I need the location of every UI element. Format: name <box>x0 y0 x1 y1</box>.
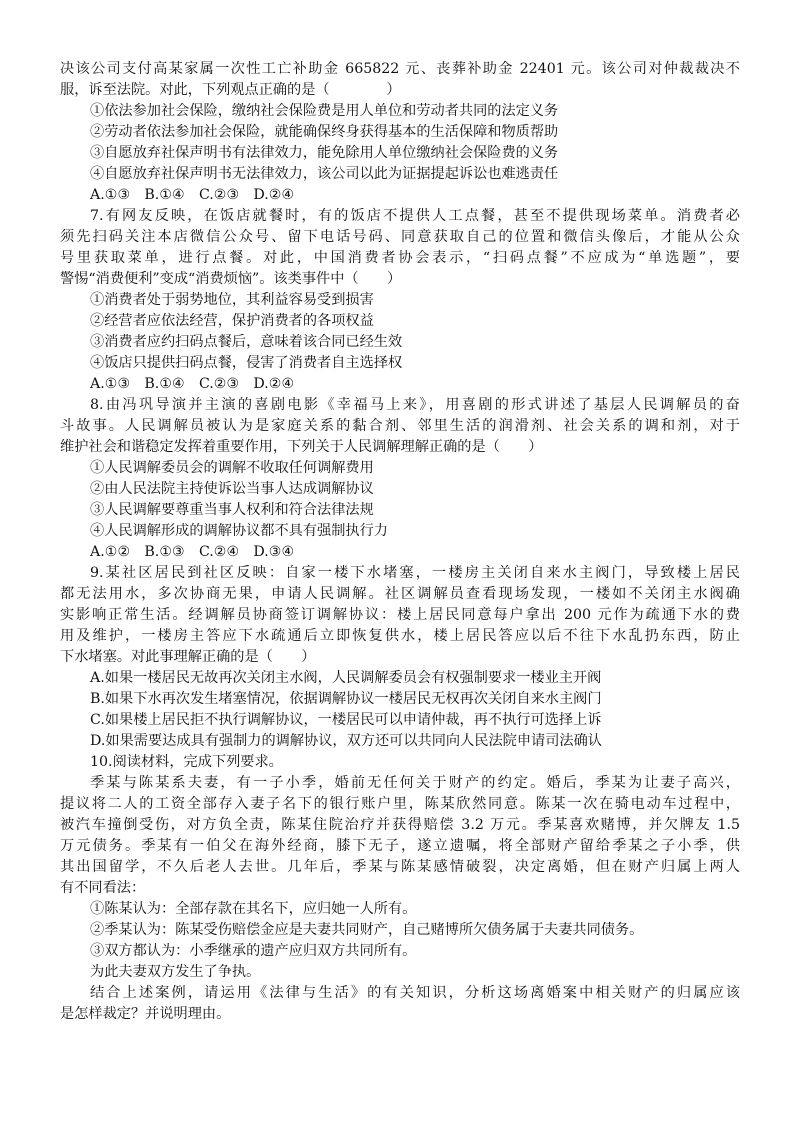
q9-option-c: C.如果楼上居民拒不执行调解协议，一楼居民可以申请仲裁，再不执行可选择上诉 <box>90 712 602 728</box>
q9-stem-line-1: 9.某社区居民到社区反映：自家一楼下水堵塞，一楼房主关闭自来水主阀门，导致楼上居民 <box>90 565 740 581</box>
q8-option-2: ②由人民法院主持使诉讼当事人达成调解协议 <box>90 481 374 497</box>
q6-option-4: ④自愿放弃社保声明书无法律效力，该公司以此为证据提起诉讼也难逃责任 <box>90 166 559 182</box>
q10-material-line-1: 季某与陈某系夫妻，有一子小季，婚前无任何关于财产的约定。婚后，季某为让妻子高兴， <box>90 775 740 791</box>
q7-option-3: ③消费者应约扫码点餐后，意味着该合同已经生效 <box>90 334 403 350</box>
q8-stem-line-1: 8.由冯巩导演并主演的喜剧电影《幸福马上来》，用喜剧的形式讲述了基层人民调解员的奋 <box>90 397 740 413</box>
q7-option-4: ④饭店只提供扫码点餐，侵害了消费者自主选择权 <box>90 355 403 371</box>
q8-stem-line-3: 维护社会和谐稳定发挥着重要作用，下列关于人民调解理解正确的是（ ） <box>60 439 543 455</box>
q6-option-3: ③自愿放弃社保声明书有法律效力，能免除用人单位缴纳社会保险费的义务 <box>90 145 559 161</box>
q9-stem-line-4: 用及维护，一楼房主答应下水疏通后立即恢复供水，楼上居民答应以后不往下水乱扔东西，防止 <box>60 628 740 644</box>
q7-stem-line-2: 须先扫码关注本店微信公众号、留下电话号码、同意获取自己的位置和微信头像后，才能从公众 <box>60 229 740 245</box>
q6-stem-line-2: 服，诉至法院。对此，下列观点正确的是（ ） <box>60 82 401 98</box>
q10-material-line-6: 有不同看法： <box>60 880 146 896</box>
q9-stem-line-3: 实影响正常生活。经调解员协商签订调解协议：楼上居民同意每户拿出 200 元作为疏通下水的费 <box>60 607 740 623</box>
q10-material-line-2: 提议将二人的工资全部存入妻子名下的银行账户里，陈某欣然同意。陈某一次在骑电动车过程中， <box>60 796 740 812</box>
q8-answer-choices: A.①② B.①③ C.②④ D.③④ <box>90 544 295 560</box>
q9-stem-line-5: 下水堵塞。对此事理解正确的是（ ） <box>60 649 316 665</box>
q7-option-1: ①消费者处于弱势地位，其利益容易受到损害 <box>90 292 374 308</box>
q8-option-1: ①人民调解委员会的调解不收取任何调解费用 <box>90 460 374 476</box>
q9-option-b: B.如果下水再次发生堵塞情况，依据调解协议一楼居民无权再次关闭自来水主阀门 <box>90 691 602 707</box>
q9-stem-line-2: 都无法用水，多次协商无果，申请人民调解。社区调解员查看现场发现，一楼如不关闭主水阀确 <box>60 586 740 602</box>
q8-option-3: ③人民调解要尊重当事人权利和符合法律法规 <box>90 502 374 518</box>
q7-stem-line-4: 警惕“消费便利”变成“消费烦恼”。该类事件中（ ） <box>60 271 402 287</box>
q10-task-line-2: 是怎样裁定？并说明理由。 <box>60 1006 231 1022</box>
q10-material-line-4: 万元债务。季某有一伯父在海外经商，膝下无子，遂立遗嘱，将全部财产留给季某之子小季，供 <box>60 838 740 854</box>
q7-option-2: ②经营者应依法经营，保护消费者的各项权益 <box>90 313 374 329</box>
q10-task-line-1: 结合上述案例，请运用《法律与生活》的有关知识，分析这场离婚案中相关财产的归属应该 <box>90 985 740 1001</box>
q7-stem-line-3: 号里获取菜单，进行点餐。对此，中国消费者协会表示，“扫码点餐”不应成为“单选题”，要 <box>60 250 740 266</box>
q8-stem-line-2: 斗故事。人民调解员被认为是家庭关系的黏合剂、邻里生活的润滑剂、社会关系的调和剂，对于 <box>60 418 740 434</box>
q10-material-line-3: 被汽车撞倒受伤，对方负全责，陈某住院治疗并获得赔偿 3.2 万元。季某喜欢赌博，并欠牌友 1.5 <box>60 817 740 833</box>
q10-view-3: ③双方都认为：小季继承的遗产应归双方共同所有。 <box>90 943 417 959</box>
q10-view-1: ①陈某认为：全部存款在其名下，应归她一人所有。 <box>90 901 417 917</box>
q6-answer-choices: A.①③ B.①④ C.②③ D.②④ <box>90 187 295 203</box>
q9-option-d: D.如果需要达成具有强制力的调解协议，双方还可以共同向人民法院申请司法确认 <box>90 733 602 749</box>
q7-answer-choices: A.①③ B.①④ C.②③ D.②④ <box>90 376 295 392</box>
q10-material-line-5: 其出国留学，不久后老人去世。几年后，季某与陈某感情破裂，决定离婚，但在财产归属上两人 <box>60 859 740 875</box>
q6-stem-line-1: 决该公司支付高某家属一次性工亡补助金 665822 元、丧葬补助金 22401 元。该公司对仲裁裁决不 <box>60 61 740 77</box>
q6-option-2: ②劳动者依法参加社会保险，就能确保终身获得基本的生活保障和物质帮助 <box>90 124 559 140</box>
q8-option-4: ④人民调解形成的调解协议都不具有强制执行力 <box>90 523 388 539</box>
q9-option-a: A.如果一楼居民无故再次关闭主水阀，人民调解委员会有权强制要求一楼业主开阀 <box>90 670 602 686</box>
q10-dispute-line: 为此夫妻双方发生了争执。 <box>90 964 261 980</box>
q7-stem-line-1: 7.有网友反映，在饭店就餐时，有的饭店不提供人工点餐，甚至不提供现场菜单。消费者必 <box>90 208 740 224</box>
q10-heading: 10.阅读材料，完成下列要求。 <box>90 754 283 770</box>
q10-view-2: ②季某认为：陈某受伤赔偿金应是夫妻共同财产，自己赌博所欠债务属于夫妻共同债务。 <box>90 922 644 938</box>
q6-option-1: ①依法参加社会保险，缴纳社会保险费是用人单位和劳动者共同的法定义务 <box>90 103 559 119</box>
